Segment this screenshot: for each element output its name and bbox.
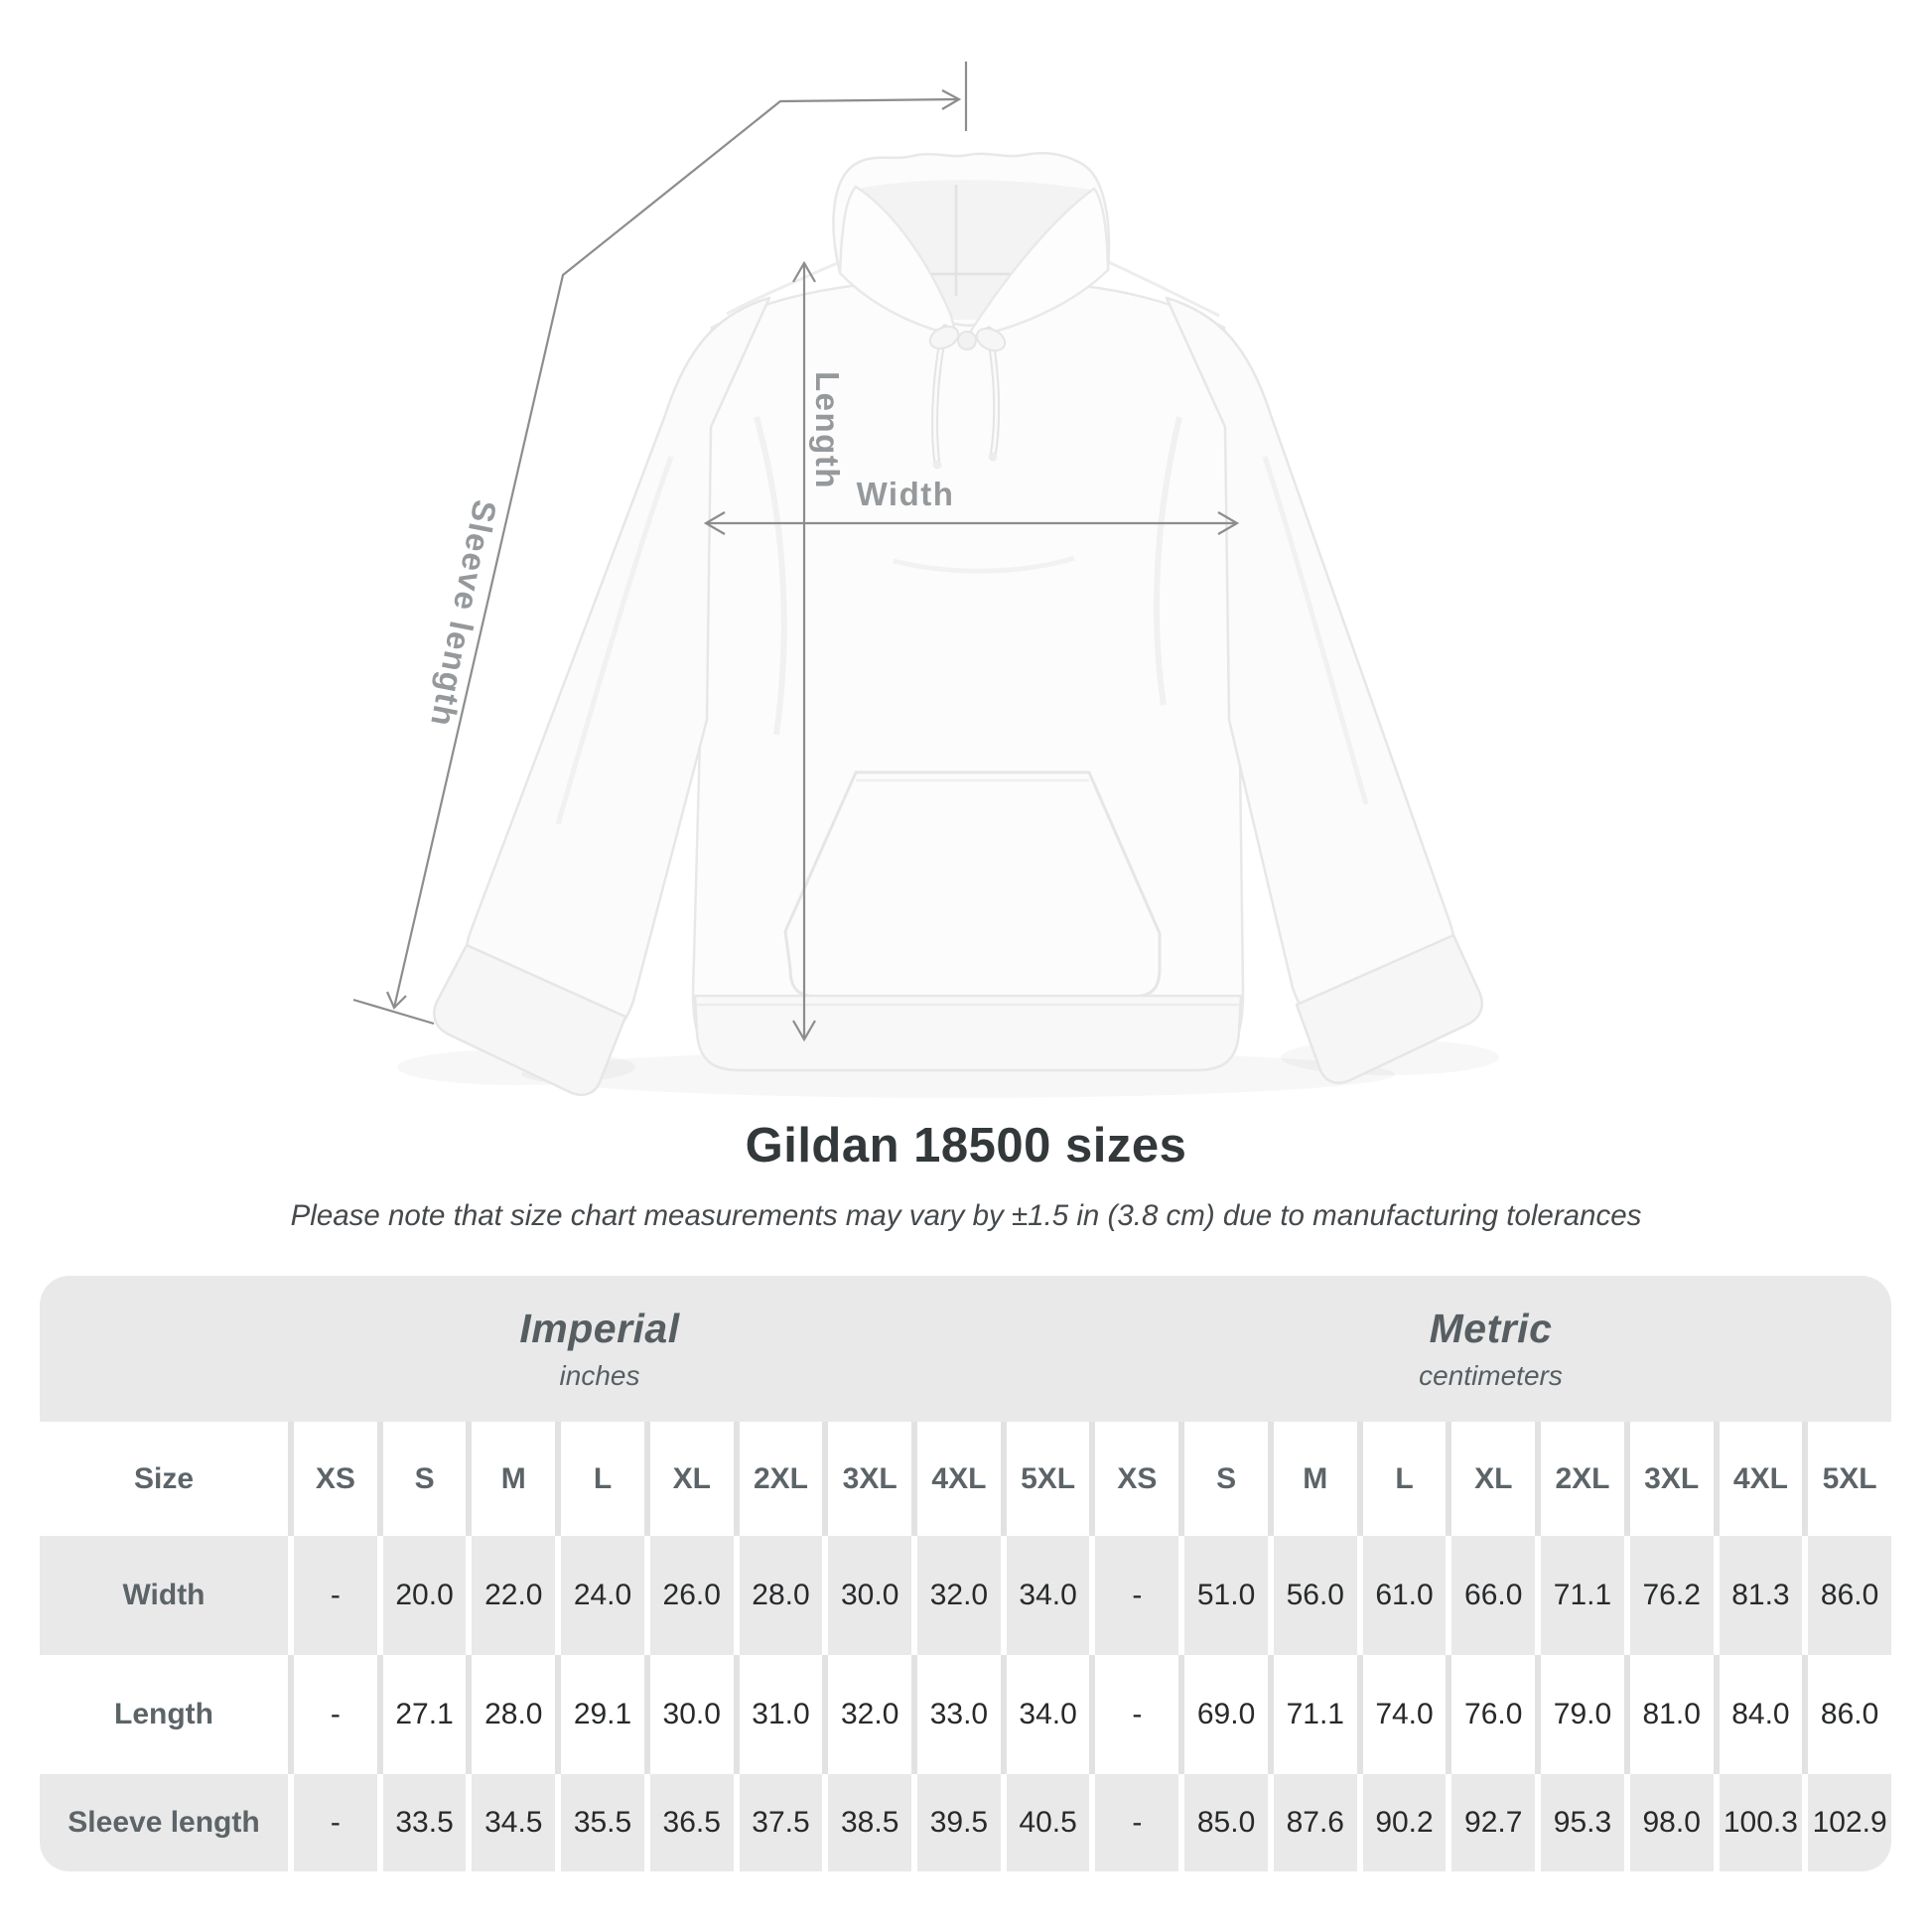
- size-header-imperial-2xl: 2XL: [740, 1422, 823, 1536]
- sleeve-metric-s: 85.0: [1184, 1774, 1268, 1871]
- sleeve-metric-l: 90.2: [1363, 1774, 1447, 1871]
- unit-header-row: [40, 1276, 1891, 1422]
- row-label-sleeve-length: Sleeve length: [40, 1774, 288, 1871]
- size-header-metric-xs: XS: [1095, 1422, 1178, 1536]
- length-metric-xs: -: [1095, 1655, 1178, 1774]
- table-row-length: [40, 1655, 1891, 1774]
- size-header-imperial-l: L: [561, 1422, 644, 1536]
- row-label-width: Width: [40, 1536, 288, 1655]
- width-metric-xl: 66.0: [1451, 1536, 1535, 1655]
- width-imperial-s: 20.0: [383, 1536, 467, 1655]
- size-header-row: [40, 1422, 1891, 1536]
- size-header-imperial-3xl: 3XL: [828, 1422, 911, 1536]
- length-imperial-s: 27.1: [383, 1655, 467, 1774]
- table-row-sleeve-length: [40, 1774, 1891, 1871]
- sleeve-imperial-m: 34.5: [472, 1774, 555, 1871]
- length-imperial-3xl: 32.0: [828, 1655, 911, 1774]
- width-imperial-3xl: 30.0: [828, 1536, 911, 1655]
- size-header-imperial-xs: XS: [294, 1422, 377, 1536]
- width-imperial-l: 24.0: [561, 1536, 644, 1655]
- width-imperial-5xl: 34.0: [1007, 1536, 1090, 1655]
- length-imperial-m: 28.0: [472, 1655, 555, 1774]
- size-header-metric-3xl: 3XL: [1630, 1422, 1714, 1536]
- sleeve-imperial-xl: 36.5: [650, 1774, 734, 1871]
- width-metric-xs: -: [1095, 1536, 1178, 1655]
- size-header-metric-xl: XL: [1451, 1422, 1535, 1536]
- sleeve-imperial-s: 33.5: [383, 1774, 467, 1871]
- length-metric-l: 74.0: [1363, 1655, 1447, 1774]
- sleeve-imperial-5xl: 40.5: [1007, 1774, 1090, 1871]
- imperial-header-cell: [40, 1276, 1090, 1422]
- width-imperial-m: 22.0: [472, 1536, 555, 1655]
- length-imperial-2xl: 31.0: [740, 1655, 823, 1774]
- size-column-header: Size: [40, 1422, 288, 1536]
- width-metric-m: 56.0: [1274, 1536, 1357, 1655]
- page-title: Gildan 18500 sizes: [745, 1119, 1187, 1173]
- size-header-imperial-xl: XL: [650, 1422, 734, 1536]
- size-header-metric-4xl: 4XL: [1720, 1422, 1803, 1536]
- length-metric-5xl: 86.0: [1808, 1655, 1891, 1774]
- length-metric-4xl: 84.0: [1720, 1655, 1803, 1774]
- metric-header-cell: [1090, 1276, 1891, 1422]
- length-imperial-l: 29.1: [561, 1655, 644, 1774]
- sleeve-imperial-xs: -: [294, 1774, 377, 1871]
- length-metric-s: 69.0: [1184, 1655, 1268, 1774]
- imperial-label: Imperial: [519, 1306, 680, 1351]
- hoodie-pocket: [785, 772, 1160, 997]
- size-header-metric-l: L: [1363, 1422, 1447, 1536]
- size-header-imperial-5xl: 5XL: [1007, 1422, 1090, 1536]
- imperial-unit-label: inches: [559, 1360, 640, 1391]
- length-metric-m: 71.1: [1274, 1655, 1357, 1774]
- tolerance-note: Please note that size chart measurements may vary by ±1.5 in (3.8 cm) due to manufacturing tolerances: [290, 1199, 1642, 1232]
- sleeve-imperial-3xl: 38.5: [828, 1774, 911, 1871]
- row-label-length: Length: [40, 1655, 288, 1774]
- sleeve-metric-2xl: 95.3: [1541, 1774, 1624, 1871]
- width-imperial-4xl: 32.0: [917, 1536, 1001, 1655]
- sleeve-imperial-4xl: 39.5: [917, 1774, 1001, 1871]
- length-imperial-xs: -: [294, 1655, 377, 1774]
- size-header-imperial-s: S: [383, 1422, 467, 1536]
- size-header-metric-2xl: 2XL: [1541, 1422, 1624, 1536]
- width-metric-l: 61.0: [1363, 1536, 1447, 1655]
- sleeve-length-annotation-label: Sleeve length: [423, 496, 504, 731]
- metric-unit-label: centimeters: [1419, 1360, 1563, 1391]
- width-imperial-2xl: 28.0: [740, 1536, 823, 1655]
- sleeve-metric-m: 87.6: [1274, 1774, 1357, 1871]
- title-block: [0, 1118, 1932, 1233]
- size-header-imperial-4xl: 4XL: [917, 1422, 1001, 1536]
- sleeve-imperial-l: 35.5: [561, 1774, 644, 1871]
- hoodie-hem-band: [695, 996, 1241, 1070]
- width-metric-2xl: 71.1: [1541, 1536, 1624, 1655]
- length-metric-2xl: 79.0: [1541, 1655, 1624, 1774]
- sleeve-metric-xs: -: [1095, 1774, 1178, 1871]
- length-imperial-xl: 30.0: [650, 1655, 734, 1774]
- size-header-imperial-m: M: [472, 1422, 555, 1536]
- length-imperial-5xl: 34.0: [1007, 1655, 1090, 1774]
- size-header-metric-s: S: [1184, 1422, 1268, 1536]
- width-metric-4xl: 81.3: [1720, 1536, 1803, 1655]
- length-metric-xl: 76.0: [1451, 1655, 1535, 1774]
- sleeve-imperial-2xl: 37.5: [740, 1774, 823, 1871]
- sleeve-metric-5xl: 102.9: [1808, 1774, 1891, 1871]
- length-metric-3xl: 81.0: [1630, 1655, 1714, 1774]
- width-metric-5xl: 86.0: [1808, 1536, 1891, 1655]
- size-table: [40, 1276, 1891, 1871]
- metric-label: Metric: [1429, 1306, 1553, 1351]
- table-row-width: [40, 1536, 1891, 1655]
- length-imperial-4xl: 33.0: [917, 1655, 1001, 1774]
- size-header-metric-m: M: [1274, 1422, 1357, 1536]
- length-annotation-label: Length: [809, 371, 846, 489]
- width-imperial-xl: 26.0: [650, 1536, 734, 1655]
- size-header-metric-5xl: 5XL: [1808, 1422, 1891, 1536]
- width-metric-s: 51.0: [1184, 1536, 1268, 1655]
- sleeve-metric-3xl: 98.0: [1630, 1774, 1714, 1871]
- width-metric-3xl: 76.2: [1630, 1536, 1714, 1655]
- width-annotation-label: Width: [856, 476, 955, 512]
- sleeve-metric-4xl: 100.3: [1720, 1774, 1803, 1871]
- width-imperial-xs: -: [294, 1536, 377, 1655]
- sleeve-metric-xl: 92.7: [1451, 1774, 1535, 1871]
